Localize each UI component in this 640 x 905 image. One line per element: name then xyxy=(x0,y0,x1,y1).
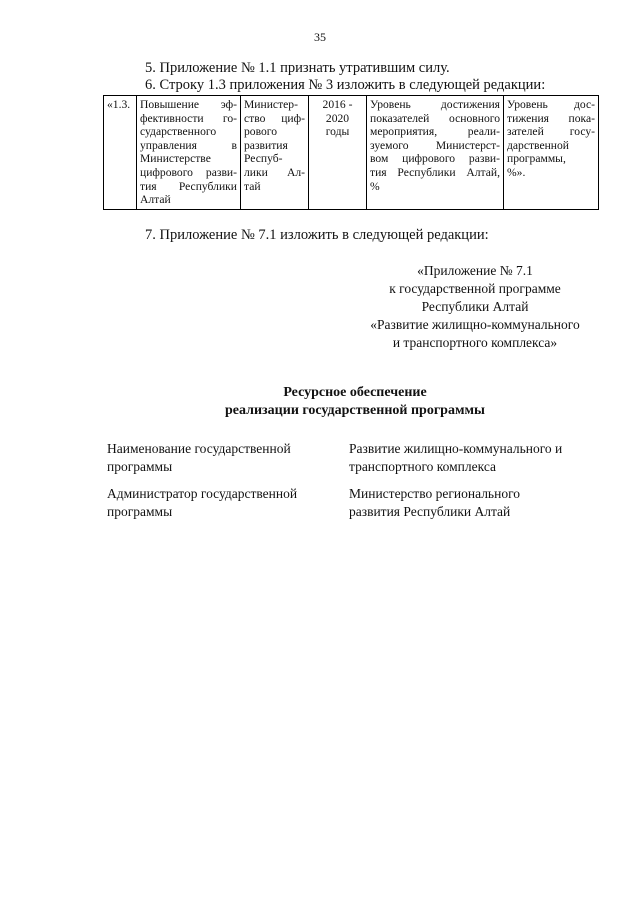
cell-line: тижения пока- xyxy=(507,111,595,125)
cell-result xyxy=(367,96,504,210)
appendix-caption xyxy=(350,262,600,352)
cell-line: зуемого Министерст- xyxy=(370,138,500,152)
cell-indicator xyxy=(504,96,599,210)
cell-line: %». xyxy=(507,165,526,179)
appendix-line: к государственной программе xyxy=(389,281,561,296)
cell-line: Министерстве xyxy=(140,152,211,166)
cell-line: цифрового разви- xyxy=(140,165,237,179)
cell-line: программы, xyxy=(507,152,566,166)
section-heading xyxy=(0,384,640,420)
cell-line: дарственной xyxy=(507,138,570,152)
appendix-line: и транспортного комплекса» xyxy=(392,335,558,350)
cell-executor xyxy=(241,96,309,210)
cell-line: тия Республики Алтай, xyxy=(370,165,500,179)
cell-line: Респуб- xyxy=(244,152,283,166)
paragraph-7: 7. Приложение № 7.1 изложить в следующей редакции: xyxy=(145,227,489,243)
amendment-table xyxy=(103,95,599,210)
cell-line: Повышение эф- xyxy=(140,98,237,111)
label-line: программы xyxy=(107,459,173,474)
cell-line: ство циф- xyxy=(244,111,305,125)
value-line: развития Республики Алтай xyxy=(349,504,511,519)
cell-line: годы xyxy=(325,125,350,139)
cell-line: вом цифрового разви- xyxy=(370,152,500,166)
cell-number: «1.3. xyxy=(104,96,137,210)
cell-name xyxy=(137,96,241,210)
cell-line: Уровень достижения xyxy=(370,98,500,111)
cell-line: лики Ал- xyxy=(244,165,305,179)
appendix-line: «Приложение № 7.1 xyxy=(417,263,533,278)
cell-line: рового xyxy=(244,125,278,139)
cell-period xyxy=(309,96,367,210)
cell-line: фективности го- xyxy=(140,111,237,125)
cell-line: % xyxy=(370,179,380,193)
cell-line: 2016 - xyxy=(322,98,353,111)
value-line: Министерство регионального xyxy=(349,486,521,501)
cell-line: 2020 xyxy=(325,111,350,125)
cell-line: тия Республики xyxy=(140,179,237,193)
passport-label-administrator xyxy=(107,485,337,521)
label-line: программы xyxy=(107,504,173,519)
label-line: Наименование государственной xyxy=(107,441,291,456)
heading-line: Ресурсное обеспечение xyxy=(283,385,427,400)
heading-line: реализации государственной программы xyxy=(225,403,485,418)
table-row xyxy=(104,96,599,210)
passport-label-name xyxy=(107,440,337,476)
passport-value-name xyxy=(349,440,604,476)
cell-line: управления в xyxy=(140,138,237,152)
label-line: Администратор государственной xyxy=(107,486,298,501)
cell-line: зателей госу- xyxy=(507,125,595,139)
passport-value-administrator xyxy=(349,485,604,521)
paragraph-6: 6. Строку 1.3 приложения № 3 изложить в следующей редакции: xyxy=(145,77,546,93)
cell-line: показателей основного xyxy=(370,111,500,125)
appendix-line: «Развитие жилищно-коммунального xyxy=(370,317,580,332)
cell-line: Алтай xyxy=(140,193,171,207)
cell-line: мероприятия, реали- xyxy=(370,125,500,139)
cell-line: Министер- xyxy=(244,98,298,111)
cell-line: развития xyxy=(244,138,288,152)
cell-line: Уровень дос- xyxy=(507,98,595,111)
cell-line: сударственного xyxy=(140,125,217,139)
appendix-line: Республики Алтай xyxy=(421,299,529,314)
page-number: 35 xyxy=(314,30,326,44)
value-line: транспортного комплекса xyxy=(349,459,497,474)
cell-line: тай xyxy=(244,179,261,193)
value-line: Развитие жилищно-коммунального и xyxy=(349,441,563,456)
paragraph-5: 5. Приложение № 1.1 признать утратившим силу. xyxy=(145,60,450,76)
